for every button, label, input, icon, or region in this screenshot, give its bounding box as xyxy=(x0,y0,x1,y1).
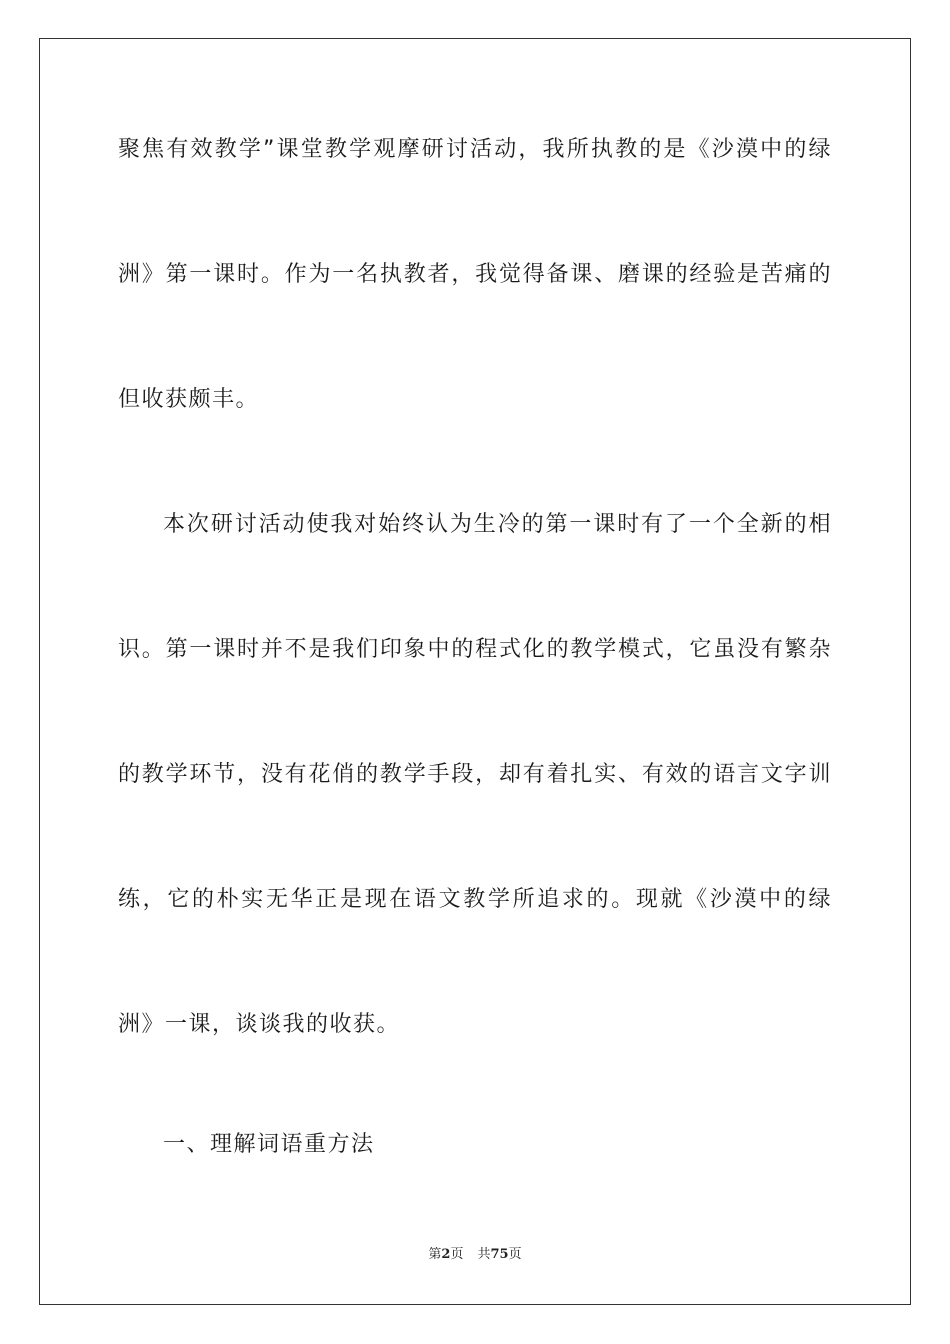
text-line-5: 识。第一课时并不是我们印象中的程式化的教学模式，它虽没有繁杂 xyxy=(118,637,832,662)
footer-total-prefix: 共 xyxy=(477,1247,491,1262)
page-frame xyxy=(39,38,911,1305)
footer-page-prefix: 第 xyxy=(428,1247,442,1262)
footer-page-number: 2 xyxy=(441,1247,451,1262)
text-line-6: 的教学环节，没有花俏的教学手段，却有着扎实、有效的语言文字训 xyxy=(118,762,832,787)
text-line-8: 洲》一课，谈谈我的收获。 xyxy=(118,1012,401,1037)
footer-total-pages: 75 xyxy=(490,1247,509,1262)
text-line-7: 练，它的朴实无华正是现在语文教学所追求的。现就《沙漠中的绿 xyxy=(118,887,832,912)
footer-page-suffix: 页 xyxy=(450,1247,464,1262)
text-line-2: 洲》第一课时。作为一名执教者，我觉得备课、磨课的经验是苦痛的 xyxy=(118,262,832,287)
text-line-1: 聚焦有效教学”课堂教学观摩研讨活动，我所执教的是《沙漠中的绿 xyxy=(118,137,832,162)
page-footer xyxy=(0,1246,950,1264)
text-line-3: 但收获颇丰。 xyxy=(118,387,260,412)
section-heading: 一、理解词语重方法 xyxy=(163,1132,375,1157)
footer-total-suffix: 页 xyxy=(508,1247,522,1262)
text-line-4: 本次研讨活动使我对始终认为生冷的第一课时有了一个全新的相 xyxy=(163,512,832,537)
